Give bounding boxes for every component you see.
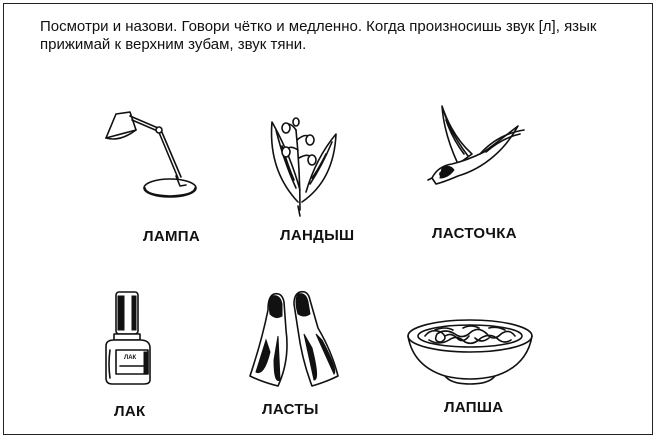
caption-flippers: ЛАСТЫ: [262, 401, 319, 418]
instruction-text: Посмотри и назови. Говори чётко и медленно. Когда произносишь звук [л], язык прижимай к верхним зубам, звук тяни.: [40, 18, 597, 53]
desk-lamp-icon: [100, 106, 200, 200]
bottle-label-text: ЛАК: [124, 355, 137, 361]
flippers-icon: [248, 290, 340, 390]
caption-lily: ЛАНДЫШ: [280, 227, 355, 244]
lily-of-the-valley-icon: [262, 110, 342, 220]
caption-swallow: ЛАСТОЧКА: [432, 225, 517, 242]
noodle-bowl-icon: [405, 316, 535, 386]
nail-polish-icon: [100, 290, 164, 386]
swallow-bird-icon: [428, 104, 528, 194]
caption-noodles: ЛАПША: [444, 399, 504, 416]
caption-lamp: ЛАМПА: [143, 228, 200, 245]
caption-varnish: ЛАК: [114, 403, 146, 420]
